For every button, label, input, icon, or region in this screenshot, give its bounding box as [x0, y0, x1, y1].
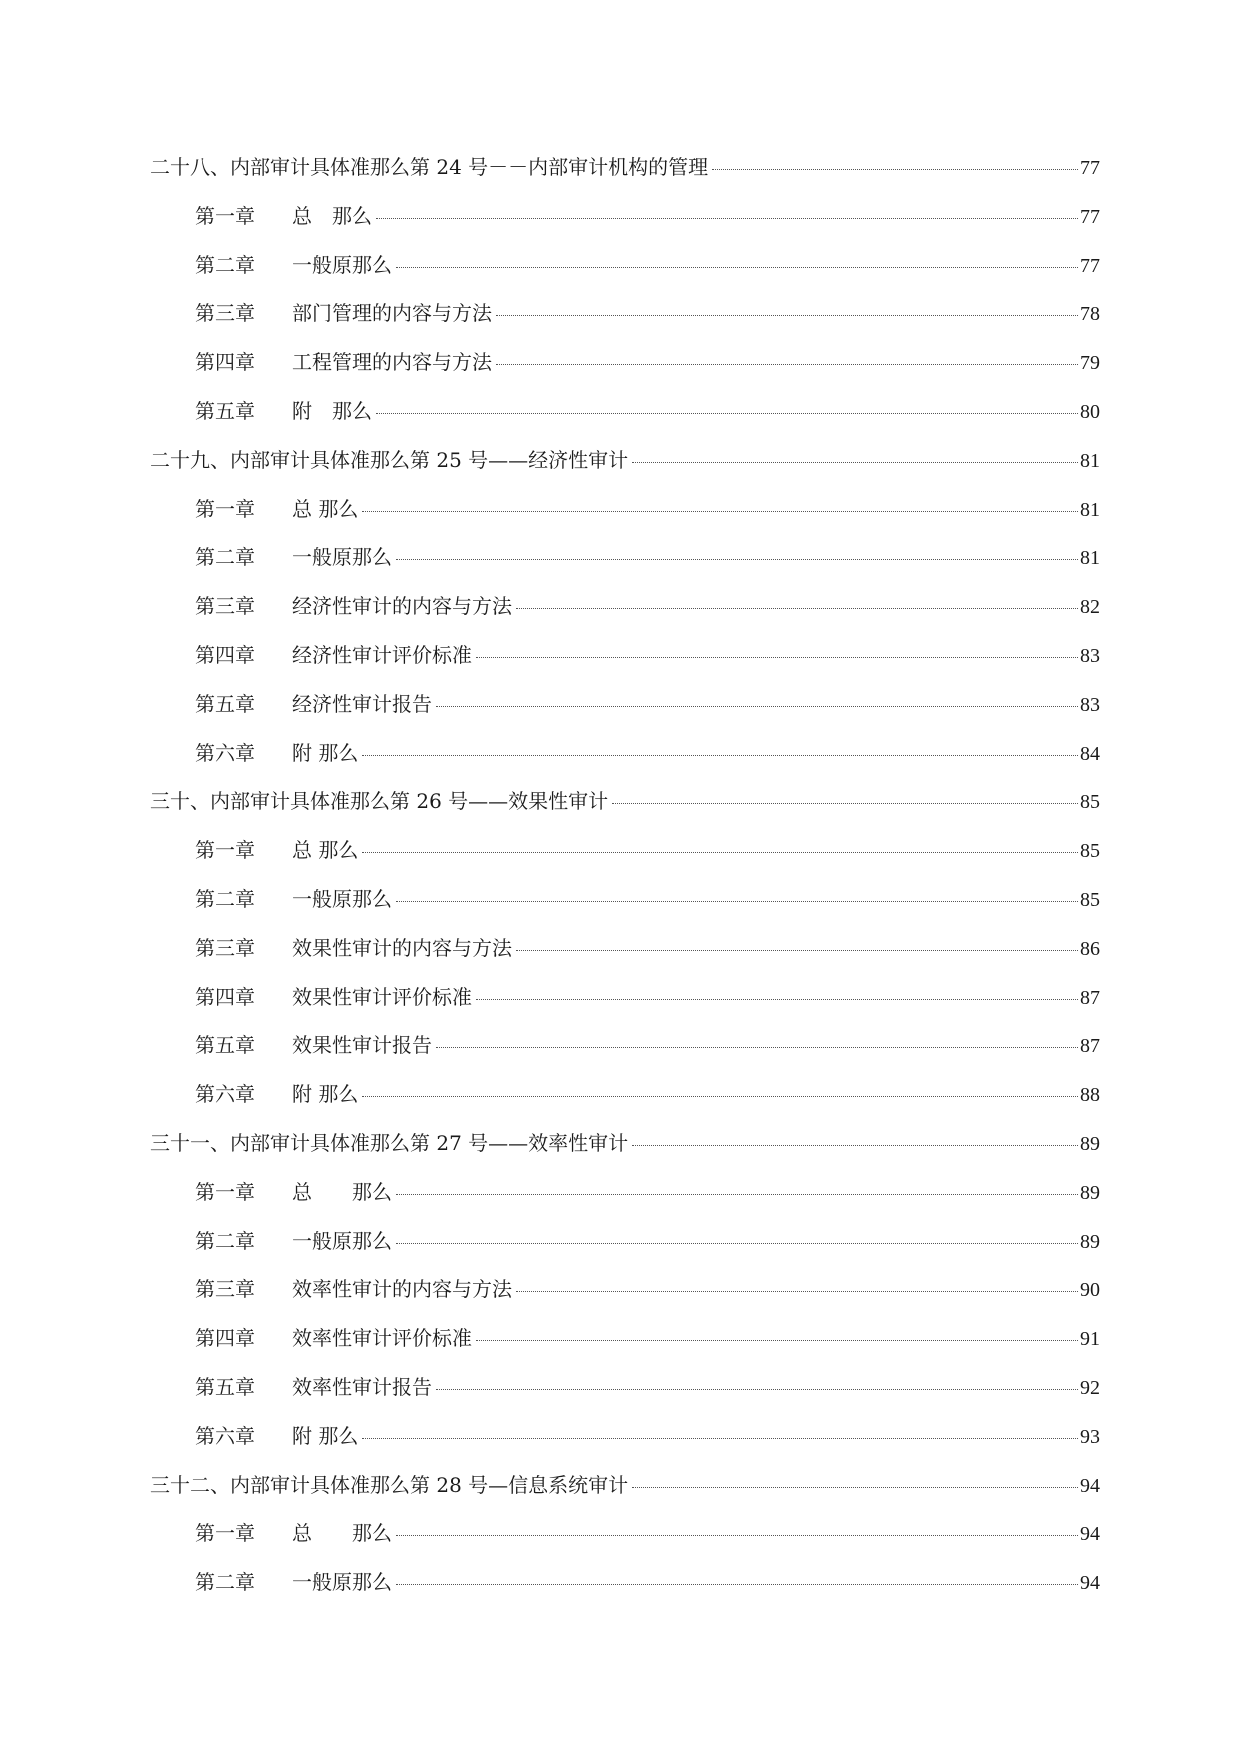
toc-chapter-number: 第一章 [195, 1179, 255, 1204]
toc-chapter-entry[interactable] [150, 883, 1100, 932]
toc-chapter-entry[interactable] [150, 346, 1100, 395]
dot-leader [362, 1438, 1078, 1439]
toc-page-number: 84 [1080, 742, 1100, 765]
toc-chapter-number: 第二章 [195, 545, 255, 570]
toc-entry-title: 效率性审计评价标准 [292, 1326, 472, 1351]
dot-leader [396, 1535, 1078, 1536]
toc-entry-title: 附 那么 [292, 398, 372, 423]
toc-page-number: 80 [1080, 400, 1100, 423]
dot-leader [396, 267, 1078, 268]
toc-chapter-entry[interactable] [150, 688, 1100, 737]
toc-page-number: 85 [1080, 791, 1100, 814]
toc-entry-title: 经济性审计评价标准 [292, 642, 472, 667]
toc-entry-title: 二十八、内部审计具体准那么第 24 号－－内部审计机构的管理 [150, 155, 709, 179]
toc-chapter-number: 第五章 [195, 398, 255, 423]
toc-entry-title: 三十一、内部审计具体准那么第 27 号——效率性审计 [150, 1130, 629, 1155]
toc-chapter-entry[interactable] [150, 834, 1100, 883]
dot-leader [362, 1096, 1078, 1097]
toc-page-number: 81 [1080, 449, 1100, 472]
toc-entry-title: 效果性审计评价标准 [292, 984, 472, 1009]
toc-chapter-number: 第六章 [195, 1423, 255, 1448]
toc-chapter-number: 第六章 [195, 1082, 255, 1107]
dot-leader [396, 1584, 1078, 1585]
toc-entry-title: 总 那么 [292, 1521, 392, 1546]
toc-chapter-number: 第二章 [195, 886, 255, 911]
dot-leader [476, 1340, 1078, 1341]
toc-entry-title: 三十二、内部审计具体准那么第 28 号—信息系统审计 [150, 1472, 629, 1497]
toc-page-number: 89 [1080, 1181, 1100, 1204]
toc-chapter-entry[interactable] [150, 590, 1100, 639]
dot-leader [516, 608, 1078, 609]
toc-page-number: 90 [1080, 1279, 1100, 1302]
dot-leader [362, 852, 1078, 853]
toc-entry-title: 效率性审计的内容与方法 [292, 1277, 512, 1302]
dot-leader [632, 462, 1078, 463]
toc-page-number: 79 [1080, 352, 1100, 375]
toc-section-entry[interactable] [150, 785, 1100, 834]
toc-chapter-entry[interactable] [150, 395, 1100, 444]
toc-chapter-entry[interactable] [150, 297, 1100, 346]
toc-entry-title: 附 那么 [292, 740, 359, 765]
toc-page-number: 91 [1080, 1328, 1100, 1351]
toc-page-number: 81 [1080, 547, 1100, 570]
toc-page-number: 94 [1080, 1523, 1100, 1546]
dot-leader [476, 657, 1078, 658]
toc-entry-title: 总 那么 [292, 1179, 392, 1204]
dot-leader [362, 511, 1078, 512]
toc-page-number: 81 [1080, 498, 1100, 521]
toc-section-entry[interactable] [150, 444, 1100, 493]
toc-page-number: 83 [1080, 693, 1100, 716]
toc-page-number: 86 [1080, 937, 1100, 960]
dot-leader [436, 1389, 1078, 1390]
toc-chapter-number: 第五章 [195, 691, 255, 716]
dot-leader [612, 803, 1078, 804]
toc-chapter-number: 第四章 [195, 642, 255, 667]
toc-chapter-number: 第三章 [195, 301, 255, 326]
toc-chapter-number: 第二章 [195, 1570, 255, 1595]
toc-chapter-entry[interactable] [150, 1078, 1100, 1127]
toc-chapter-entry[interactable] [150, 1322, 1100, 1371]
toc-entry-title: 总 那么 [292, 203, 372, 228]
toc-entry-title: 一般原那么 [292, 1570, 392, 1595]
toc-chapter-number: 第三章 [195, 935, 255, 960]
toc-section-entry[interactable] [150, 151, 1100, 200]
toc-entry-title: 三十、内部审计具体准那么第 26 号——效果性审计 [150, 789, 609, 814]
dot-leader [376, 218, 1078, 219]
toc-chapter-entry[interactable] [150, 1371, 1100, 1420]
toc-page-number: 85 [1080, 888, 1100, 911]
toc-page-number: 83 [1080, 644, 1100, 667]
toc-page-number: 93 [1080, 1425, 1100, 1448]
toc-page-number: 78 [1080, 303, 1100, 326]
toc-page-number: 89 [1080, 1132, 1100, 1155]
dot-leader [396, 559, 1078, 560]
toc-entry-title: 附 那么 [292, 1423, 359, 1448]
toc-chapter-number: 第五章 [195, 1374, 255, 1399]
toc-chapter-number: 第一章 [195, 1521, 255, 1546]
toc-section-entry[interactable] [150, 1127, 1100, 1176]
toc-entry-title: 效果性审计的内容与方法 [292, 935, 512, 960]
toc-page-number: 88 [1080, 1084, 1100, 1107]
dot-leader [632, 1145, 1078, 1146]
toc-page-number: 92 [1080, 1376, 1100, 1399]
dot-leader [396, 1243, 1078, 1244]
dot-leader [516, 950, 1078, 951]
toc-page-number: 77 [1080, 205, 1100, 228]
toc-page-number: 89 [1080, 1230, 1100, 1253]
toc-chapter-entry[interactable] [150, 200, 1100, 249]
toc-page-number: 85 [1080, 840, 1100, 863]
toc-chapter-number: 第二章 [195, 1228, 255, 1253]
toc-chapter-entry[interactable] [150, 737, 1100, 786]
toc-entry-title: 效果性审计报告 [292, 1033, 432, 1058]
toc-chapter-number: 第四章 [195, 984, 255, 1009]
toc-chapter-entry[interactable] [150, 1273, 1100, 1322]
toc-entry-title: 总 那么 [292, 838, 359, 863]
toc-page-number: 77 [1080, 157, 1100, 179]
dot-leader [496, 364, 1078, 365]
toc-chapter-number: 第六章 [195, 740, 255, 765]
toc-entry-title: 二十九、内部审计具体准那么第 25 号——经济性审计 [150, 447, 629, 472]
toc-section-entry[interactable] [150, 1469, 1100, 1518]
dot-leader [712, 169, 1078, 170]
toc-chapter-entry[interactable] [150, 1176, 1100, 1225]
toc-chapter-number: 第三章 [195, 594, 255, 619]
toc-chapter-number: 第二章 [195, 252, 255, 277]
dot-leader [436, 706, 1078, 707]
toc-page-number: 94 [1080, 1572, 1100, 1595]
toc-chapter-entry[interactable] [150, 932, 1100, 981]
dot-leader [436, 1047, 1078, 1048]
dot-leader [396, 1194, 1078, 1195]
toc-chapter-entry[interactable] [150, 1517, 1100, 1566]
toc-chapter-entry[interactable] [150, 249, 1100, 298]
toc-chapter-entry[interactable] [150, 1420, 1100, 1469]
toc-chapter-entry[interactable] [150, 493, 1100, 542]
toc-chapter-number: 第一章 [195, 203, 255, 228]
toc-entry-title: 部门管理的内容与方法 [292, 301, 492, 326]
toc-chapter-entry[interactable] [150, 1225, 1100, 1274]
toc-chapter-entry[interactable] [150, 981, 1100, 1030]
toc-chapter-entry[interactable] [150, 1566, 1100, 1615]
toc-page-number: 87 [1080, 1035, 1100, 1058]
toc-entry-title: 一般原那么 [292, 545, 392, 570]
toc-chapter-number: 第三章 [195, 1277, 255, 1302]
toc-entry-title: 经济性审计的内容与方法 [292, 594, 512, 619]
toc-entry-title: 工程管理的内容与方法 [292, 350, 492, 375]
dot-leader [496, 315, 1078, 316]
dot-leader [516, 1291, 1078, 1292]
toc-entry-title: 一般原那么 [292, 1228, 392, 1253]
dot-leader [632, 1487, 1078, 1488]
table-of-contents [150, 151, 1100, 1615]
toc-entry-title: 总 那么 [292, 496, 359, 521]
dot-leader [362, 755, 1078, 756]
toc-chapter-number: 第四章 [195, 1326, 255, 1351]
toc-page-number: 87 [1080, 986, 1100, 1009]
toc-chapter-number: 第四章 [195, 350, 255, 375]
toc-chapter-number: 第五章 [195, 1033, 255, 1058]
toc-chapter-number: 第一章 [195, 496, 255, 521]
toc-entry-title: 经济性审计报告 [292, 691, 432, 716]
toc-entry-title: 附 那么 [292, 1082, 359, 1107]
toc-entry-title: 效率性审计报告 [292, 1374, 432, 1399]
dot-leader [476, 999, 1078, 1000]
toc-chapter-number: 第一章 [195, 838, 255, 863]
dot-leader [376, 413, 1078, 414]
toc-page-number: 94 [1080, 1474, 1100, 1497]
toc-entry-title: 一般原那么 [292, 886, 392, 911]
toc-page-number: 82 [1080, 596, 1100, 619]
toc-entry-title: 一般原那么 [292, 252, 392, 277]
dot-leader [396, 901, 1078, 902]
toc-page-number: 77 [1080, 254, 1100, 277]
toc-chapter-entry[interactable] [150, 639, 1100, 688]
toc-chapter-entry[interactable] [150, 541, 1100, 590]
toc-chapter-entry[interactable] [150, 1029, 1100, 1078]
